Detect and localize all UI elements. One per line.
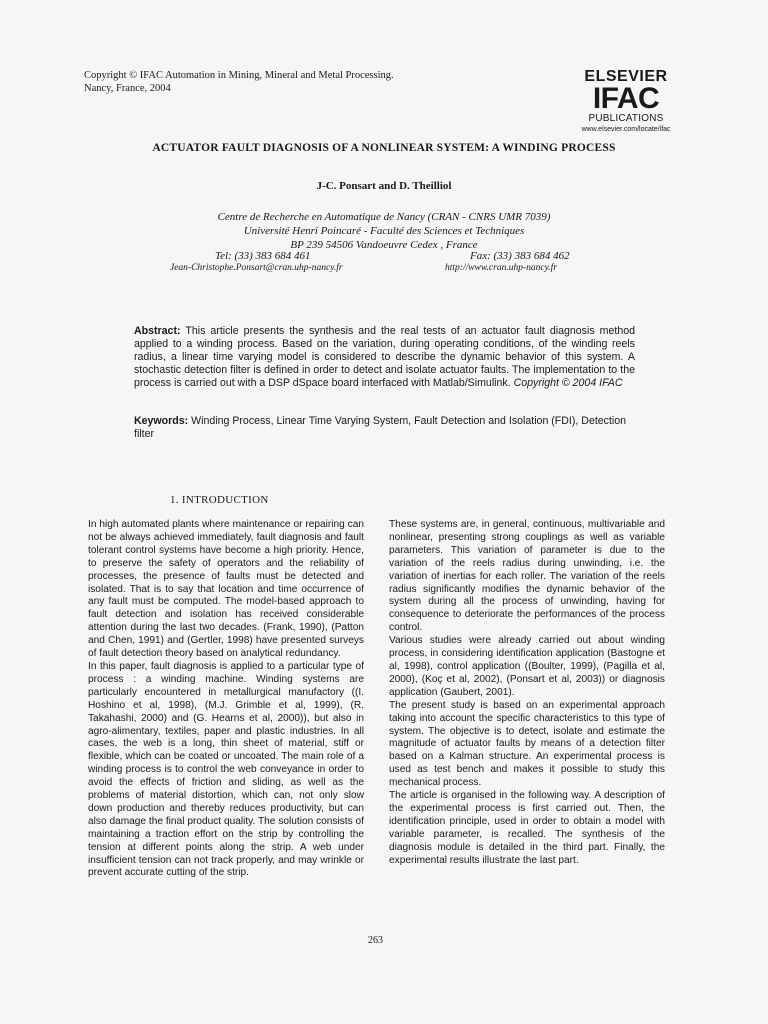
elsevier-ifac-logo — [576, 68, 676, 134]
paper-authors: J-C. Ponsart and D. Theilliol — [316, 180, 452, 192]
copyright-line: Copyright © IFAC Automation in Mining, Mineral and Metal Processing. — [84, 70, 394, 81]
abstract-label: Abstract: — [134, 325, 181, 337]
right-column — [389, 519, 665, 867]
paragraph: These systems are, in general, continuous, multivariable and nonlinear, presenting strong couplings as well as variable parameters. This variation of parameter is due to the variation of the reels radius during unwinding, i.e. the variation of inertias for each roller. The variation of the reels radius significantly modifies the dynamic behavior of the system during all the process of unwinding, having for consequence to deteriorate the performances of the process control. — [389, 519, 665, 634]
lab-website: http://www.cran.uhp-nancy.fr — [445, 263, 557, 273]
paragraph: The article is organised in the following way. A description of the experimental process is first carried out. Then, the identification principle, used in order to obtain a model with variable parameter, is recalled. The synthesis of the diagnosis module is detailed in the third part. Finally, the experimental results illustrate the last part. — [389, 790, 665, 866]
paragraph: In this paper, fault diagnosis is applied to a particular type of process : a winding machine. Winding systems are particularly encountered in metallurgical manufactory ((I. Hoshino et al, 1998), (M.J. Grimble et al, 1999), (R. Takahashi, 2000) and (G. Hearns et al, 2000)), but also in agro-alimentary, textiles, paper and plastic industries. In all cases, the web is a long, thin sheet of material, stiff or flexible, which can be coated or uncoated. The main role of a winding process is to control the web conveyance in order to avoid the effects of friction and sliding, as well as the problems of material distortion, which can, not only slow down production and thereby reduces productivity, but can also damage the final product quality. The solution consists of maintaining a traction effort on the strip by controlling the tension at different points along the strip. A web under insufficient tension can not track properly, and may wrinkle or prevent accurate cutting of the strip. — [88, 660, 364, 879]
keywords-label: Keywords: — [134, 415, 189, 427]
author-email: Jean-Christophe.Ponsart@cran.uhp-nancy.fr — [170, 263, 343, 273]
telephone: Tel: (33) 383 684 461 — [215, 250, 311, 262]
paragraph: Various studies were already carried out about winding process, in considering identification application (Bastogne et al, 1998), control application ((Boulter, 1999), (Pagilla et al, 2000), (Koç et al, 2002), (Ponsart et al, 2003)) or diagnosis application (Gaubert, 2001). — [389, 635, 665, 698]
affiliation-block — [84, 211, 684, 252]
abstract — [134, 325, 635, 390]
affiliation-university: Université Henri Poincaré - Faculté des Sciences et Techniques — [243, 224, 525, 237]
abstract-text: This article presents the synthesis and the real tests of an actuator fault diagnosis method applied to a winding process. Based on the variation, during operating conditions, of the winding reels radius, a linear time varying model is considered to describe the dynamic behavior of this system. A stochastic detection filter is defined in order to detect and isolate actuator faults. The implementation to the process is carried out with a DSP dSpace board interfaced with Matlab/Simulink. — [134, 325, 635, 389]
fax: Fax: (33) 383 684 462 — [470, 250, 570, 262]
paper-title: ACTUATOR FAULT DIAGNOSIS OF A NONLINEAR SYSTEM: A WINDING PROCESS — [152, 142, 616, 154]
section-heading: 1. INTRODUCTION — [170, 494, 269, 506]
keywords — [134, 415, 635, 441]
ifac-logo-text: IFAC — [592, 82, 660, 115]
paragraph: The present study is based on an experimental approach taking into account the specific characteristics to this type of system. The objective is to detect, isolate and estimate the magnitude of actuator faults by means of a detection filter based on a Kalman structure. An experimental process is used as test bench and makes it possible to study this mechanical process. — [389, 699, 665, 789]
publisher-url: www.elsevier.com/locate/ifac — [581, 126, 671, 133]
paragraph: In high automated plants where maintenance or repairing can not be always achieved immediately, fault diagnosis and fault tolerant control systems have become a high priority. Hence, to preserve the safety of operators and the reliability of processes, the presence of faults must be detected and isolated. That is to say that location and time occurrence of any fault must be computed. The model-based approach to fault detection and isolation has received considerable attention during the last two decades. (Frank, 1990), (Patton and Chen, 1991) and (Gertler, 1998) have presented surveys of fault detection theory based on analytical redundancy. — [88, 519, 364, 660]
copyright-notice — [84, 69, 394, 95]
publications-logo-text: PUBLICATIONS — [588, 113, 664, 124]
keywords-text: Winding Process, Linear Time Varying System, Fault Detection and Isolation (FDI), Detection filter — [134, 415, 627, 440]
affiliation-lab: Centre de Recherche en Automatique de Nancy (CRAN - CNRS UMR 7039) — [217, 211, 551, 223]
page-number: 263 — [368, 935, 383, 946]
affiliation-address: BP 239 54506 Vandoeuvre Cedex , France — [290, 238, 478, 251]
abstract-copyright: Copyright © 2004 IFAC — [513, 377, 623, 389]
elsevier-logo-text: ELSEVIER — [584, 68, 668, 85]
left-column — [88, 519, 364, 880]
copyright-location: Nancy, France, 2004 — [84, 83, 171, 94]
